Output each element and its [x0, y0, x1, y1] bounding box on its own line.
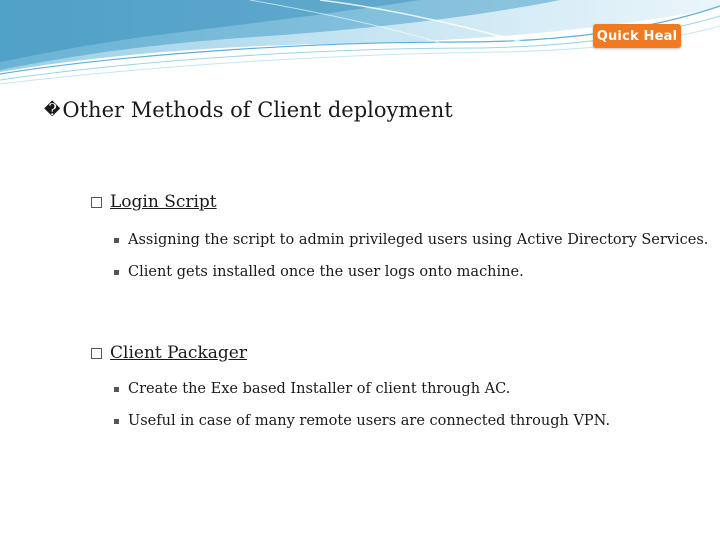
checkbox-bullet-icon — [91, 348, 102, 359]
sub-list — [91, 232, 708, 280]
checkbox-bullet-icon — [91, 197, 102, 208]
slide-title-text: Other Methods of Client deployment — [62, 98, 453, 122]
section-heading — [91, 192, 708, 212]
list-item: Assigning the script to admin privileged users using Active Directory Services. — [91, 232, 708, 248]
quick-heal-logo — [593, 24, 681, 48]
logo-text: Quick Heal — [596, 28, 678, 44]
list-item: Useful in case of many remote users are connected through VPN. — [91, 413, 610, 429]
section-heading — [91, 343, 610, 363]
list-item: Client gets installed once the user logs onto machine. — [91, 264, 708, 280]
section-heading-text: Login Script — [110, 192, 217, 212]
title-bullet-glyph: � — [44, 100, 61, 119]
slide-title — [44, 98, 453, 122]
section-client-packager — [91, 343, 610, 429]
list-item: Create the Exe based Installer of client through AC. — [91, 381, 610, 397]
section-heading-text: Client Packager — [110, 343, 247, 363]
section-login-script — [91, 192, 708, 280]
sub-list — [91, 381, 610, 429]
